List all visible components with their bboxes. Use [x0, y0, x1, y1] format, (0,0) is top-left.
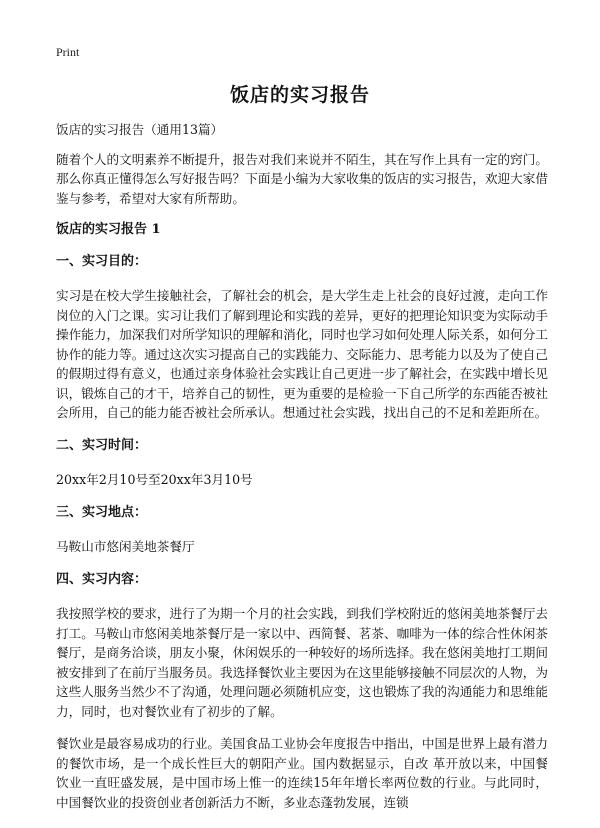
heading-purpose: 一、实习目的： [56, 253, 148, 269]
heading-location: 三、实习地点： [56, 504, 148, 520]
document-body [56, 120, 548, 825]
paragraph-industry: 餐饮业是最容易成功的行业。美国食品工业协会年度报告中指出，中国是世界上最有潜力的餐饮市场，是一个成长性巨大的朝阳产业。国内数据显示，自改 革开放以来，中国餐饮业一直旺盛发展，是中国市场上惟一的连续15年年增长率两位数的行业。与此同时，中国餐饮业的投资创业者创新活力不断，多业态蓬勃发展，连锁 [56, 736, 548, 810]
document-subtitle: 饭店的实习报告（通用13篇） [56, 122, 224, 137]
heading-time: 二、实习时间： [56, 437, 148, 453]
print-link[interactable]: Print [56, 45, 80, 59]
heading-content: 四、实习内容： [56, 571, 148, 587]
intro-paragraph: 随着个人的文明素养不断提升，报告对我们来说并不陌生，其在写作上具有一定的窍门。那么你真正懂得怎么写好报告吗？下面是小编为大家收集的饭店的实习报告，欢迎大家借鉴与参考，希望对大家有所帮助。 [56, 151, 548, 206]
paragraph-purpose: 实习是在校大学生接触社会，了解社会的机会，是大学生走上社会的良好过渡，走向工作岗位的入门之课。实习让我们了解到理论和实践的差异，更好的把理论知识变为实际动手操作能力，加深我们对所学知识的理解和消化，同时也学习如何处理人际关系，如何分工协作的能力等。通过这次实习提高自己的实践能力、交际能力、思考能力以及为了使自己的假期过得有意义，也通过亲身体验社会实践让自己更进一步了解社会，在实践中增长见识，锻炼自己的才干，培养自己的韧性，更为重要的是检验一下自己所学的东西能否被社会所用，自己的能力能否被社会所承认。想通过社会实践，找出自己的不足和差距所在。 [56, 288, 548, 420]
section-title: 饭店的实习报告 1 [56, 222, 161, 237]
page-title: 饭店的实习报告 [229, 84, 370, 106]
paragraph-content: 我按照学校的要求，进行了为期一个月的社会实践，到我们学校附近的悠闲美地茶餐厅去打工。马鞍山市悠闲美地茶餐厅是一家以中、西简餐、茗茶、咖啡为一体的综合性休闲茶餐厅，是商务洽谈，朋友小聚，休闲娱乐的一种较好的场所选择。我在悠闲美地打工期间被安排到了在前厅当服务员。我选择餐饮业主要因为在这里能够接触不同层次的人物，为这些人服务当然少不了沟通，处理问题必须随机应变，这也锻炼了我的沟通能力和思维能力，同时，也对餐饮业有了初步的了解。 [56, 606, 548, 719]
paragraph-location: 马鞍山市悠闲美地茶餐厅 [56, 539, 195, 554]
paragraph-time: 20xx年2月10号至20xx年3月10号 [56, 472, 253, 487]
